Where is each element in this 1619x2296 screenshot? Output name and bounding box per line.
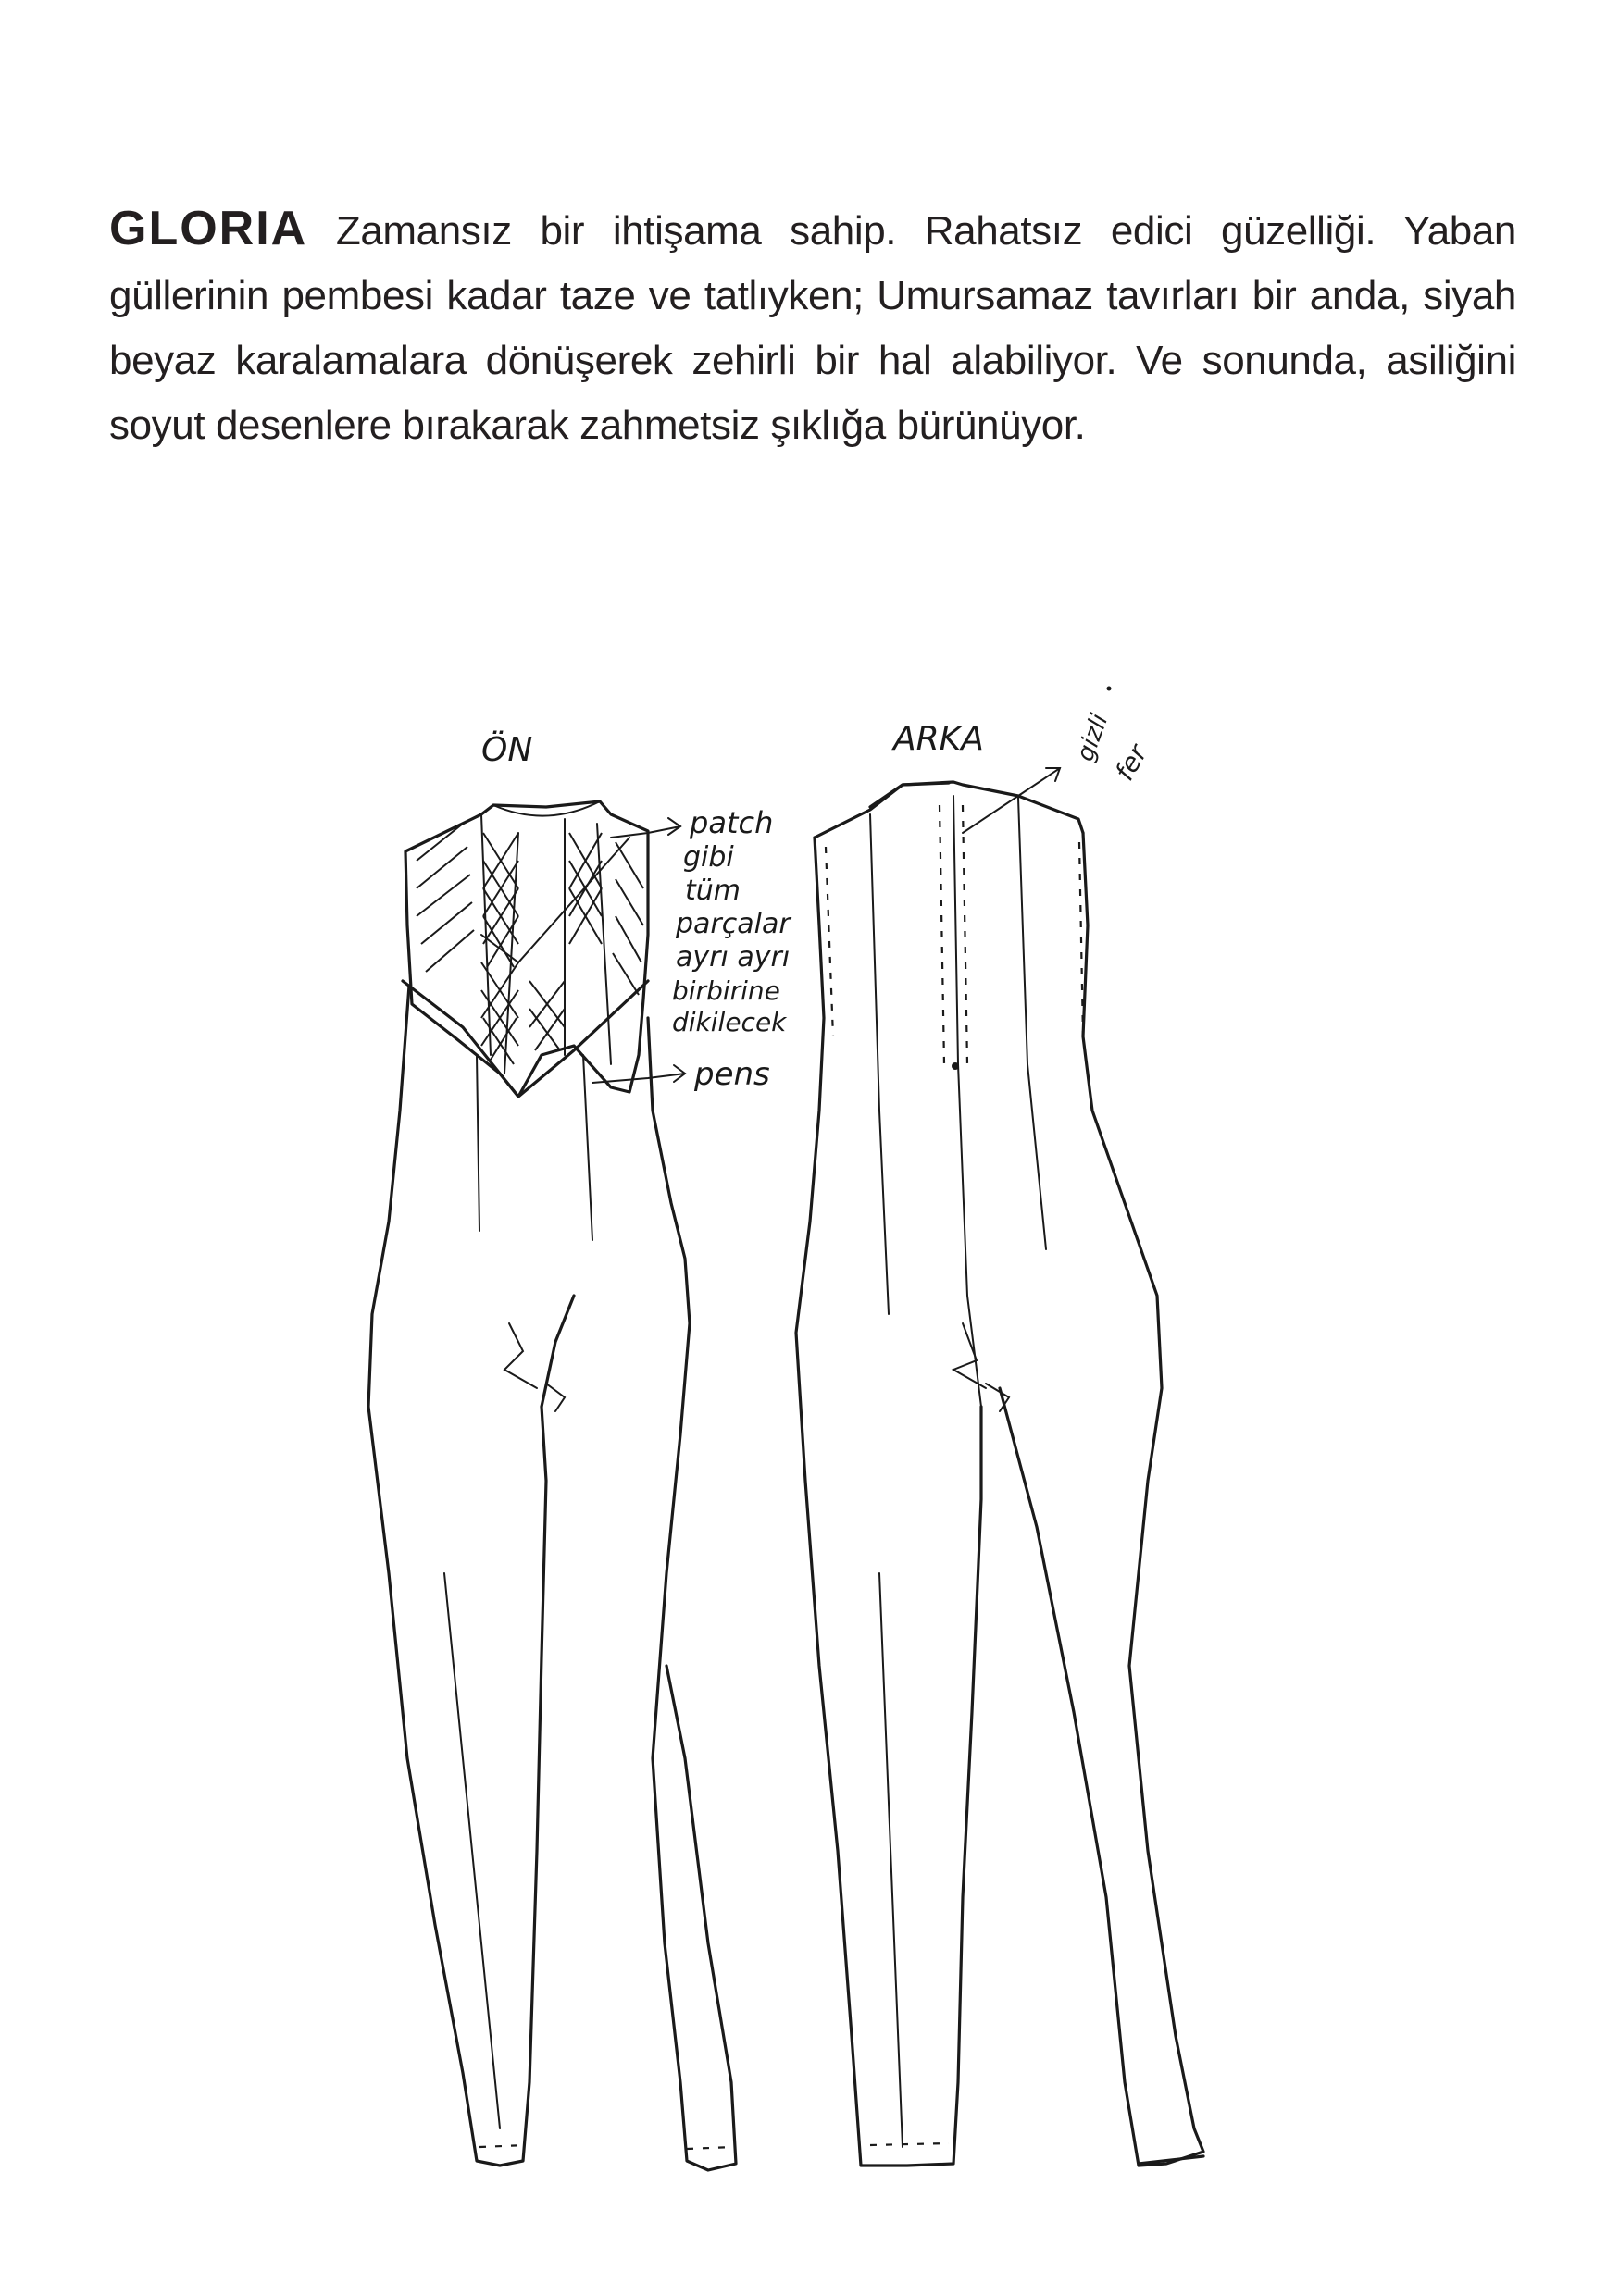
back-shoulder-fill [870,783,949,807]
front-left-leg-crease [444,1573,500,2128]
back-princess-seam-right [1018,798,1046,1249]
note-fer: fer [1108,739,1153,786]
back-label: ARKA [893,720,984,758]
front-label: ÖN [481,731,533,769]
back-left-leg-crease [879,1573,903,2147]
front-notes [672,805,791,1037]
zipper-pull [952,1062,959,1070]
note-patch: patch [690,805,774,840]
front-dart-right [583,1055,592,1240]
collection-name: GLORIA [109,202,308,255]
note-ayri: ayrı ayrı [676,941,791,974]
pens-arrow [592,1074,685,1083]
front-left-leg [368,986,546,2166]
note-gibi: gibi [683,841,734,874]
note-gizli: gizli [1071,710,1115,765]
back-zigzag [953,1323,986,1388]
front-bodice-outline [405,801,648,1097]
back-zipper-right [963,805,967,1064]
back-center-seam [953,796,981,1407]
front-right-leg [648,1018,736,2170]
note-tum: tüm [685,875,741,907]
front-dart-left [477,1055,479,1231]
note-parcalar: parçalar [676,908,791,940]
note-dot [1107,687,1112,691]
front-zigzag [504,1323,537,1388]
back-right-side [1000,833,1203,2166]
front-zigzag-2 [546,1384,565,1411]
gizli-arrow [963,768,1060,833]
back-zipper-left [940,805,944,1064]
back-left-hem [870,2143,949,2145]
patch-arrow [611,826,680,838]
front-yoke-seam [403,981,648,1097]
front-crotch-line [542,1296,574,1407]
intro-text: Zamansız bir ihtişama sahip. Rahatsız edici güzelliği. Yaban güllerinin pembesi kadar taze ve tatlıyken; Umursamaz tavırları bir anda, siyah beyaz karalamalara dönüşerek zehirli bir hal alabiliyor. Ve sonunda, asiliğini soyut desenlere bırakarak zahmetsiz şıklığa bürünüyor. [109,208,1517,448]
back-left-side-stitch [826,847,833,1036]
back-right-side-stitch [1079,842,1083,1036]
front-right-hem [687,2147,733,2149]
note-birbirine: birbirine [672,975,780,1006]
note-pens: pens [694,1056,770,1093]
front-view [368,730,791,2170]
back-princess-seam-left [870,814,889,1314]
back-shoulder [815,782,1083,838]
back-view [796,687,1203,2166]
note-dikilecek: dikilecek [672,1007,787,1037]
back-left-side [796,838,981,2166]
front-left-hem [479,2145,526,2147]
